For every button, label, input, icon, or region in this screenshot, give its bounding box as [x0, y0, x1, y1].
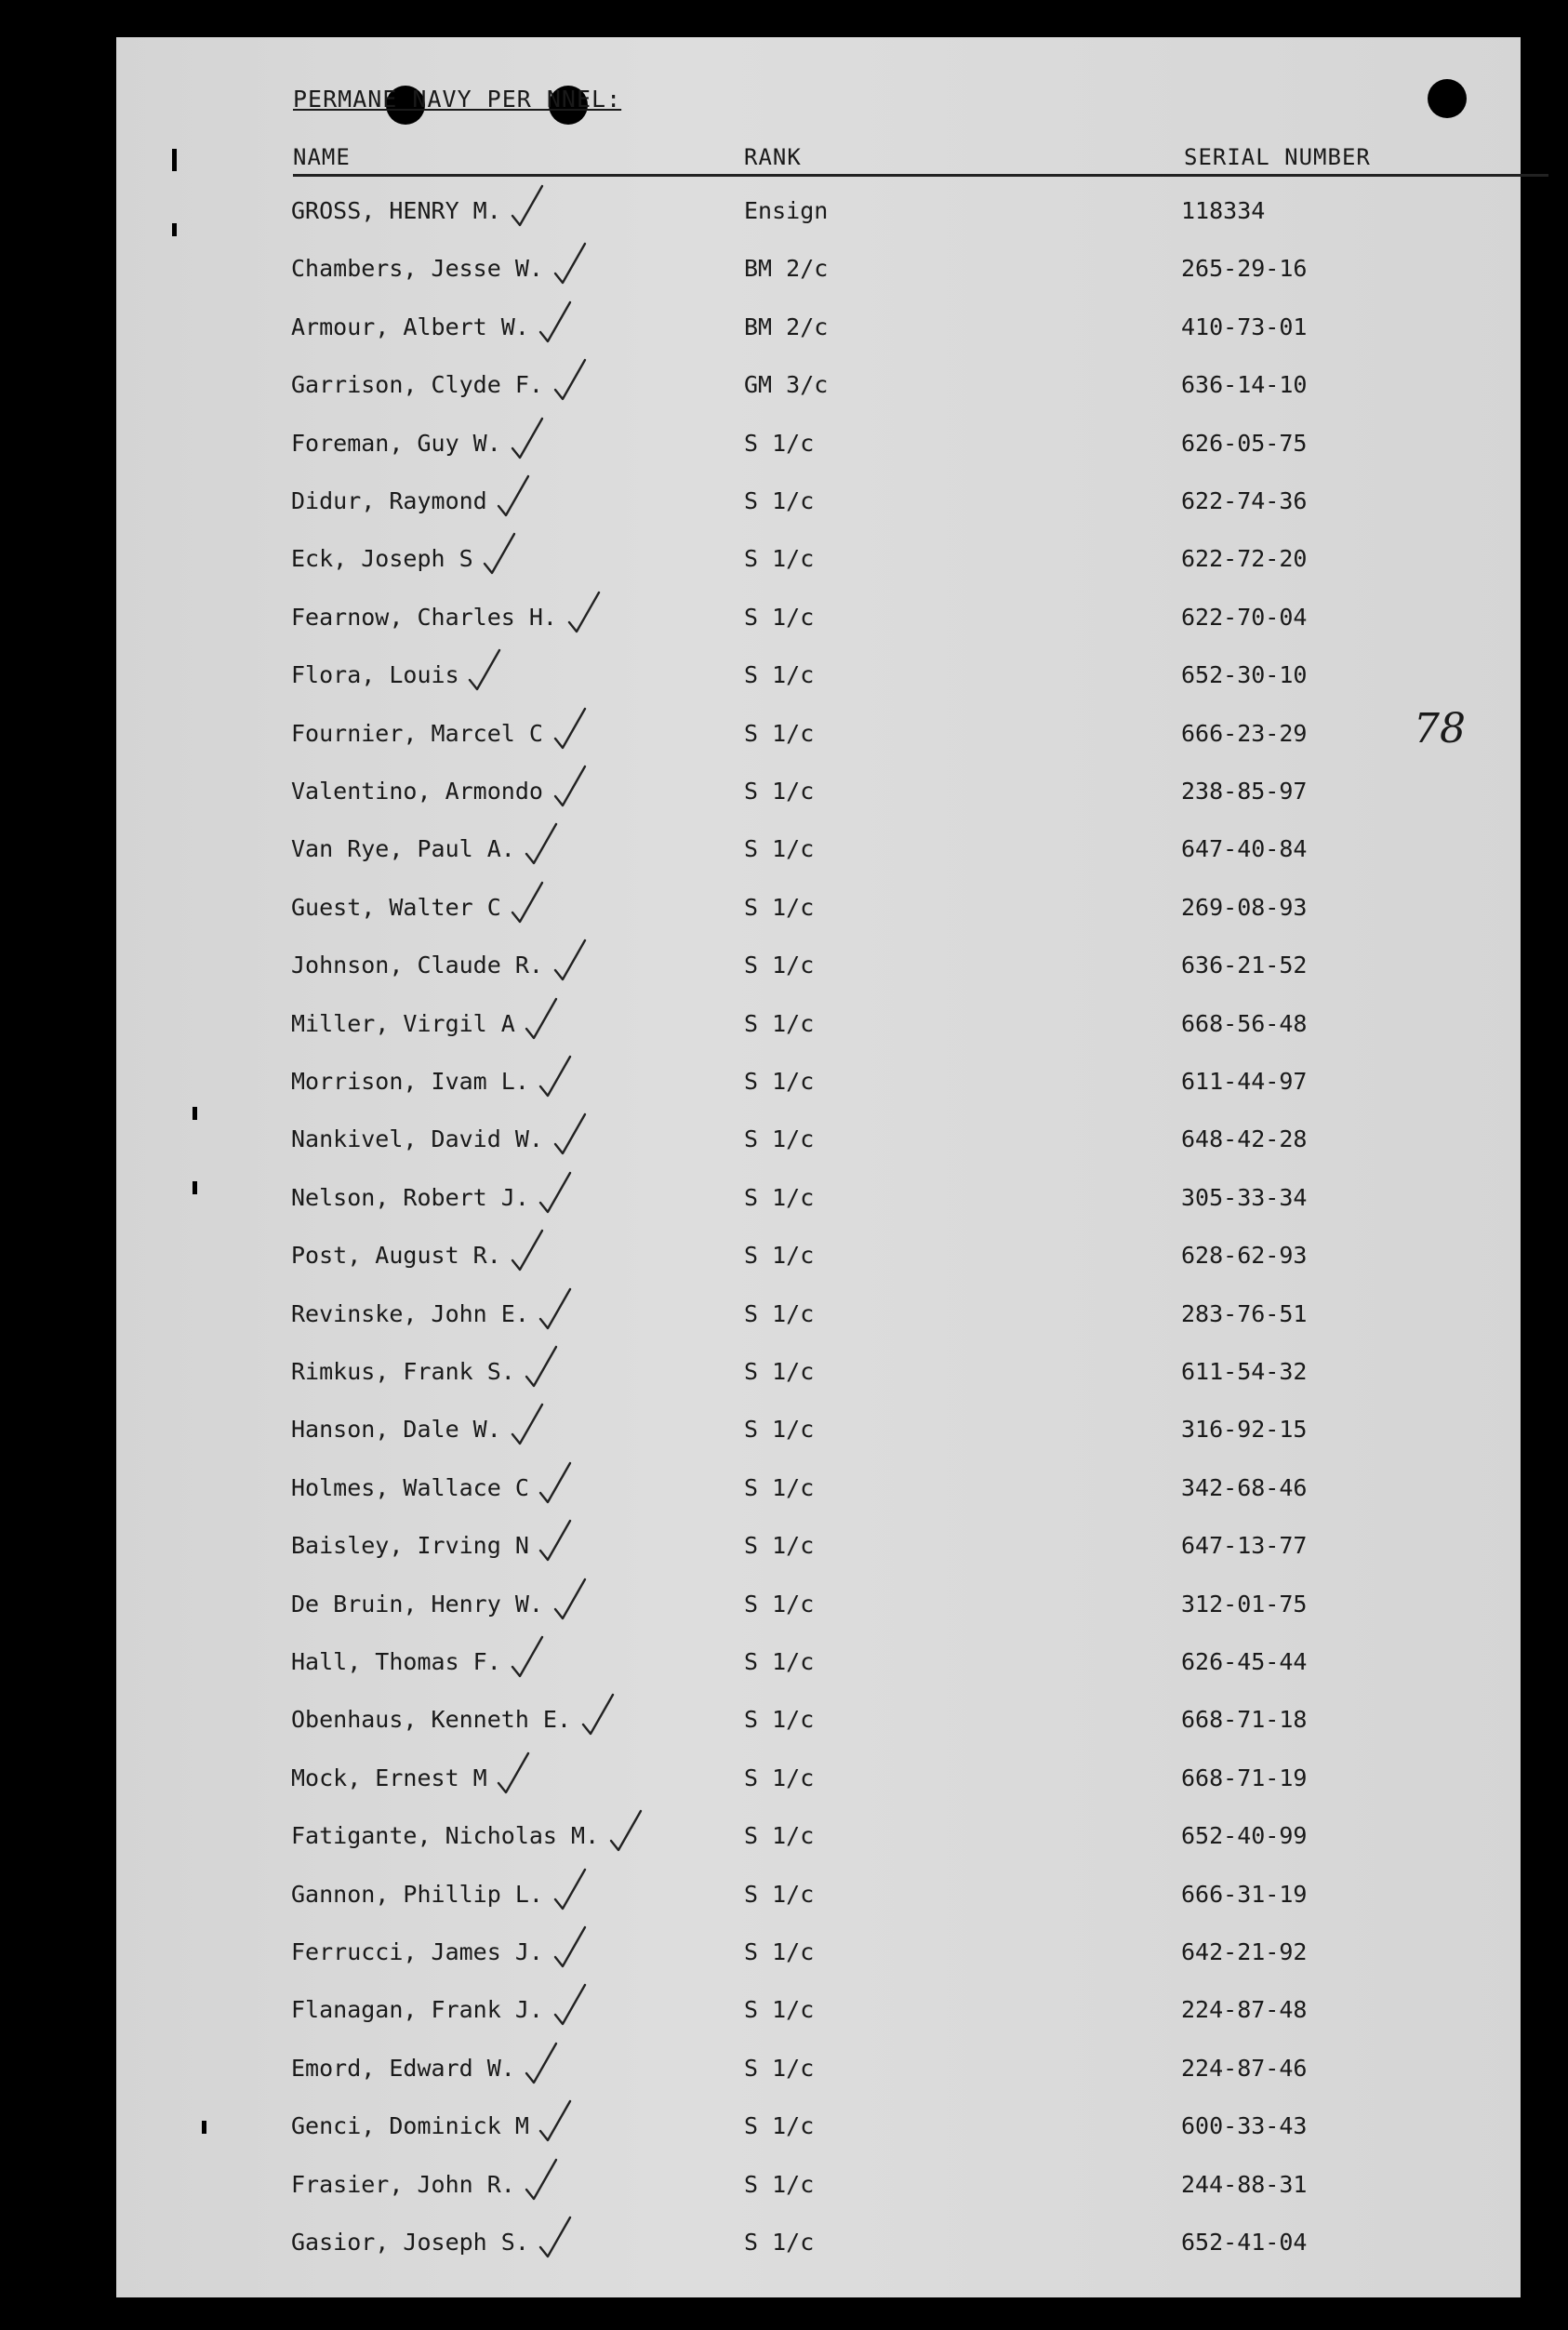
personnel-rank: S 1/c: [744, 952, 815, 979]
table-row: [116, 1706, 1511, 1743]
personnel-rank: S 1/c: [744, 661, 815, 689]
table-row: [116, 778, 1511, 815]
personnel-rank: S 1/c: [744, 487, 815, 514]
personnel-name: Johnson, Claude R.: [291, 952, 543, 979]
table-row: [116, 1416, 1511, 1453]
personnel-rank: S 1/c: [744, 1706, 815, 1734]
personnel-rank: S 1/c: [744, 1822, 815, 1850]
checkmark-icon: [523, 2042, 560, 2086]
checkmark-icon: [523, 822, 560, 867]
personnel-name: Rimkus, Frank S.: [291, 1358, 515, 1385]
personnel-name: Fournier, Marcel C: [291, 719, 543, 747]
checkmark-icon: [607, 1809, 644, 1854]
serial-number: 668-56-48: [1181, 1009, 1308, 1037]
personnel-name: Mock, Ernest M: [291, 1764, 487, 1791]
serial-number: 244-88-31: [1181, 2170, 1308, 2198]
serial-number: 224-87-48: [1181, 1996, 1308, 2024]
checkmark-icon: [509, 1229, 546, 1273]
table-row: [116, 1938, 1511, 1976]
checkmark-icon: [537, 2216, 574, 2260]
column-header-name: NAME: [293, 144, 351, 170]
table-row: [116, 1242, 1511, 1279]
personnel-name: Nelson, Robert J.: [291, 1183, 529, 1211]
serial-number: 600-33-43: [1181, 2112, 1308, 2140]
personnel-rank: S 1/c: [744, 2054, 815, 2082]
personnel-rank: S 1/c: [744, 835, 815, 863]
serial-number: 118334: [1181, 197, 1266, 224]
table-row: [116, 2055, 1511, 2092]
table-row: [116, 1996, 1511, 2033]
serial-number: 269-08-93: [1181, 893, 1308, 921]
table-row: [116, 1532, 1511, 1569]
checkmark-icon: [481, 532, 518, 577]
personnel-name: Gasior, Joseph S.: [291, 2229, 529, 2256]
checkmark-icon: [551, 1112, 589, 1157]
header-rule: [293, 174, 1548, 177]
personnel-name: Baisley, Irving N: [291, 1532, 529, 1560]
serial-number: 611-44-97: [1181, 1068, 1308, 1095]
personnel-name: Didur, Raymond: [291, 487, 487, 514]
checkmark-icon: [523, 2158, 560, 2203]
serial-number: 283-76-51: [1181, 1299, 1308, 1327]
personnel-name: Foreman, Guy W.: [291, 429, 501, 457]
table-row: [116, 255, 1511, 292]
table-row: [116, 1300, 1511, 1338]
personnel-rank: S 1/c: [744, 1764, 815, 1791]
personnel-name: Morrison, Ivam L.: [291, 1068, 529, 1095]
checkmark-icon: [537, 1287, 574, 1332]
serial-number: 410-73-01: [1181, 313, 1308, 340]
table-row: [116, 2112, 1511, 2150]
table-row: [116, 661, 1511, 699]
personnel-name: Miller, Virgil A: [291, 1009, 515, 1037]
checkmark-icon: [495, 474, 532, 519]
checkmark-icon: [551, 242, 589, 286]
serial-number: 626-05-75: [1181, 429, 1308, 457]
table-row: [116, 545, 1511, 582]
serial-number: 652-30-10: [1181, 661, 1308, 689]
personnel-rank: S 1/c: [744, 429, 815, 457]
punch-hole: [1428, 79, 1467, 118]
table-row: [116, 894, 1511, 931]
serial-number: 342-68-46: [1181, 1473, 1308, 1501]
checkmark-icon: [551, 1868, 589, 1912]
table-row: [116, 371, 1511, 408]
personnel-rank: S 1/c: [744, 1009, 815, 1037]
document-page: [116, 37, 1521, 2297]
personnel-rank: Ensign: [744, 197, 829, 224]
personnel-rank: S 1/c: [744, 1938, 815, 1965]
personnel-name: Fearnow, Charles H.: [291, 603, 557, 631]
checkmark-icon: [509, 1403, 546, 1447]
personnel-rank: S 1/c: [744, 2170, 815, 2198]
document-title: PERMANE NAVY PER NNEL:: [293, 86, 622, 113]
serial-number: 666-23-29: [1181, 719, 1308, 747]
serial-number: 611-54-32: [1181, 1358, 1308, 1385]
table-row: [116, 1648, 1511, 1685]
checkmark-icon: [579, 1693, 617, 1738]
personnel-name: Valentino, Armondo: [291, 778, 543, 805]
serial-number: 238-85-97: [1181, 778, 1308, 805]
personnel-name: Flanagan, Frank J.: [291, 1996, 543, 2024]
personnel-rank: S 1/c: [744, 1416, 815, 1444]
checkmark-icon: [537, 1055, 574, 1099]
table-row: [116, 1068, 1511, 1105]
personnel-rank: S 1/c: [744, 1532, 815, 1560]
checkmark-icon: [551, 939, 589, 983]
serial-number: 647-13-77: [1181, 1532, 1308, 1560]
serial-number: 305-33-34: [1181, 1183, 1308, 1211]
personnel-rank: BM 2/c: [744, 255, 829, 283]
personnel-name: Obenhaus, Kenneth E.: [291, 1706, 572, 1734]
table-row: [116, 1125, 1511, 1163]
checkmark-icon: [551, 1578, 589, 1622]
checkmark-icon: [551, 765, 589, 809]
column-header-rank: RANK: [744, 144, 802, 170]
serial-number: 622-70-04: [1181, 603, 1308, 631]
table-row: [116, 835, 1511, 872]
personnel-rank: S 1/c: [744, 893, 815, 921]
checkmark-icon: [509, 881, 546, 925]
personnel-rank: S 1/c: [744, 1648, 815, 1675]
table-row: [116, 430, 1511, 467]
personnel-name: Hall, Thomas F.: [291, 1648, 501, 1675]
serial-number: 647-40-84: [1181, 835, 1308, 863]
checkmark-icon: [509, 417, 546, 461]
checkmark-icon: [466, 648, 503, 693]
table-row: [116, 720, 1511, 757]
personnel-name: Hanson, Dale W.: [291, 1416, 501, 1444]
table-row: [116, 1010, 1511, 1047]
checkmark-icon: [551, 1983, 589, 2028]
serial-number: 642-21-92: [1181, 1938, 1308, 1965]
checkmark-icon: [551, 1925, 589, 1970]
serial-number: 652-41-04: [1181, 2229, 1308, 2256]
personnel-rank: S 1/c: [744, 545, 815, 573]
personnel-rank: S 1/c: [744, 1358, 815, 1385]
personnel-name: Nankivel, David W.: [291, 1125, 543, 1153]
table-row: [116, 1881, 1511, 1918]
personnel-name: Guest, Walter C: [291, 893, 501, 921]
table-row: [116, 2171, 1511, 2208]
table-row: [116, 1591, 1511, 1628]
personnel-name: Garrison, Clyde F.: [291, 371, 543, 399]
checkmark-icon: [551, 358, 589, 403]
personnel-name: Genci, Dominick M: [291, 2112, 529, 2140]
table-row: [116, 313, 1511, 351]
personnel-name: Post, August R.: [291, 1242, 501, 1270]
personnel-rank: S 1/c: [744, 1590, 815, 1618]
checkmark-icon: [523, 997, 560, 1042]
table-row: [116, 487, 1511, 525]
ink-mark: [172, 149, 177, 171]
personnel-rank: S 1/c: [744, 2229, 815, 2256]
column-header-serial: SERIAL NUMBER: [1184, 144, 1371, 170]
page-number: 78: [1414, 705, 1466, 752]
checkmark-icon: [565, 591, 603, 635]
checkmark-icon: [495, 1751, 532, 1796]
checkmark-icon: [523, 1345, 560, 1390]
checkmark-icon: [537, 1461, 574, 1506]
personnel-name: Van Rye, Paul A.: [291, 835, 515, 863]
personnel-rank: S 1/c: [744, 1183, 815, 1211]
serial-number: 648-42-28: [1181, 1125, 1308, 1153]
serial-number: 652-40-99: [1181, 1822, 1308, 1850]
table-row: [116, 197, 1511, 234]
table-row: [116, 952, 1511, 989]
serial-number: 626-45-44: [1181, 1648, 1308, 1675]
personnel-name: Ferrucci, James J.: [291, 1938, 543, 1965]
personnel-name: Flora, Louis: [291, 661, 459, 689]
serial-number: 636-21-52: [1181, 952, 1308, 979]
checkmark-icon: [551, 707, 589, 752]
personnel-rank: GM 3/c: [744, 371, 829, 399]
serial-number: 666-31-19: [1181, 1880, 1308, 1908]
table-row: [116, 1358, 1511, 1395]
serial-number: 636-14-10: [1181, 371, 1308, 399]
table-row: [116, 604, 1511, 641]
checkmark-icon: [537, 1519, 574, 1564]
table-row: [116, 2229, 1511, 2266]
personnel-rank: BM 2/c: [744, 313, 829, 340]
serial-number: 668-71-19: [1181, 1764, 1308, 1791]
personnel-name: Fatigante, Nicholas M.: [291, 1822, 600, 1850]
serial-number: 628-62-93: [1181, 1242, 1308, 1270]
checkmark-icon: [537, 300, 574, 345]
personnel-rank: S 1/c: [744, 1996, 815, 2024]
personnel-rank: S 1/c: [744, 1068, 815, 1095]
table-row: [116, 1474, 1511, 1511]
personnel-rank: S 1/c: [744, 778, 815, 805]
personnel-name: Gannon, Phillip L.: [291, 1880, 543, 1908]
checkmark-icon: [537, 1171, 574, 1216]
personnel-name: Emord, Edward W.: [291, 2054, 515, 2082]
personnel-rank: S 1/c: [744, 1299, 815, 1327]
personnel-name: Eck, Joseph S: [291, 545, 473, 573]
serial-number: 622-72-20: [1181, 545, 1308, 573]
table-row: [116, 1764, 1511, 1802]
serial-number: 312-01-75: [1181, 1590, 1308, 1618]
serial-number: 224-87-46: [1181, 2054, 1308, 2082]
personnel-rank: S 1/c: [744, 1242, 815, 1270]
personnel-name: Armour, Albert W.: [291, 313, 529, 340]
serial-number: 316-92-15: [1181, 1416, 1308, 1444]
personnel-rank: S 1/c: [744, 1880, 815, 1908]
ink-mark: [193, 1107, 197, 1120]
checkmark-icon: [509, 184, 546, 229]
personnel-name: Holmes, Wallace C: [291, 1473, 529, 1501]
checkmark-icon: [537, 2099, 574, 2144]
table-row: [116, 1822, 1511, 1859]
personnel-rank: S 1/c: [744, 1473, 815, 1501]
personnel-name: Frasier, John R.: [291, 2170, 515, 2198]
personnel-name: GROSS, HENRY M.: [291, 197, 501, 224]
personnel-name: De Bruin, Henry W.: [291, 1590, 543, 1618]
personnel-rank: S 1/c: [744, 2112, 815, 2140]
table-row: [116, 1184, 1511, 1221]
personnel-rank: S 1/c: [744, 1125, 815, 1153]
serial-number: 622-74-36: [1181, 487, 1308, 514]
serial-number: 668-71-18: [1181, 1706, 1308, 1734]
checkmark-icon: [509, 1635, 546, 1680]
personnel-rank: S 1/c: [744, 603, 815, 631]
personnel-rank: S 1/c: [744, 719, 815, 747]
personnel-name: Chambers, Jesse W.: [291, 255, 543, 283]
serial-number: 265-29-16: [1181, 255, 1308, 283]
personnel-name: Revinske, John E.: [291, 1299, 529, 1327]
